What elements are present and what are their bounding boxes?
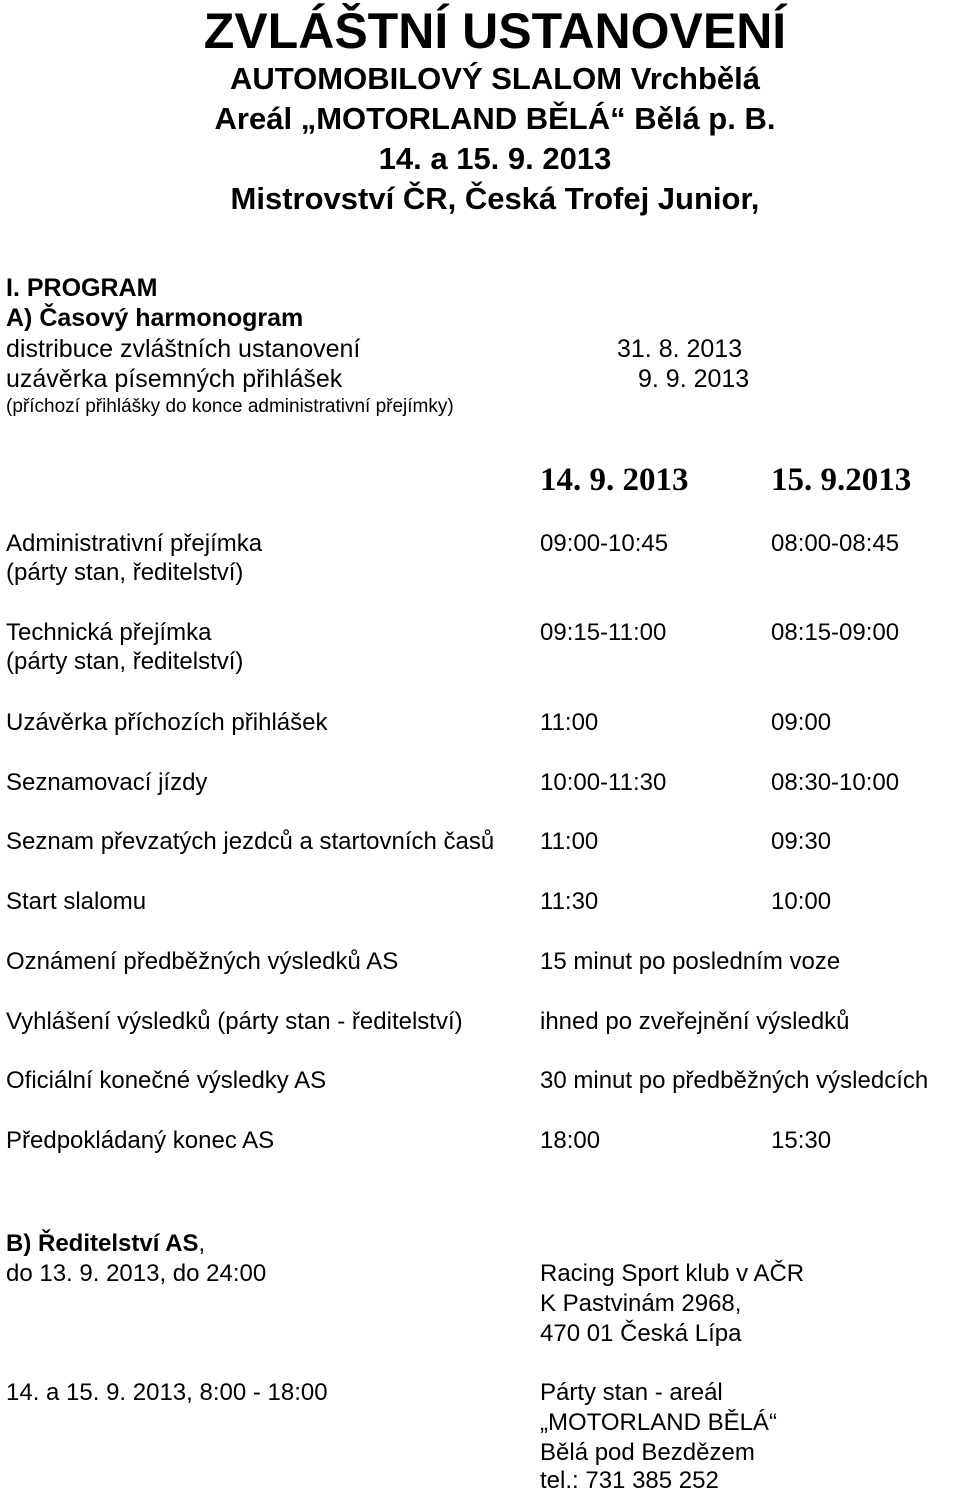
schedule-row-label: Uzávěrka příchozích přihlášek — [6, 709, 328, 736]
schedule-day2-time: 08:00-08:45 — [771, 530, 900, 557]
schedule-day1-time: 11:30 — [540, 888, 599, 915]
office-phone: tel.: 731 385 252 — [540, 1467, 719, 1494]
schedule-day1-time: 11:00 — [540, 709, 599, 736]
deadline-value: 9. 9. 2013 — [638, 365, 750, 393]
deadline-label: uzávěrka písemných přihlášek — [6, 365, 343, 393]
section-heading-program: I. PROGRAM — [6, 274, 158, 302]
schedule-row-label: Seznamovací jízdy — [6, 769, 208, 796]
office-address-line: Bělá pod Bezdězem — [540, 1439, 755, 1466]
schedule-day2-time: 08:15-09:00 — [771, 619, 900, 646]
day-header-2: 15. 9.2013 — [771, 462, 912, 498]
schedule-day1-time: 09:00-10:45 — [540, 530, 669, 557]
schedule-row-label: Oznámení předběžných výsledků AS — [6, 948, 399, 975]
deadline-label: distribuce zvláštních ustanovení — [6, 335, 361, 363]
schedule-row-label: Technická přejímka — [6, 619, 212, 646]
schedule-row-label: Administrativní přejímka — [6, 530, 263, 557]
schedule-row-sublabel: (párty stan, ředitelství) — [6, 559, 244, 586]
schedule-day1-time: 18:00 — [540, 1127, 601, 1154]
office-period: do 13. 9. 2013, do 24:00 — [6, 1260, 267, 1287]
schedule-row-label: Start slalomu — [6, 888, 147, 915]
championship-line: Mistrovství ČR, Česká Trofej Junior, — [230, 181, 760, 216]
schedule-day1-time: 10:00-11:30 — [540, 769, 667, 796]
schedule-row-label: Oficiální konečné výsledky AS — [6, 1067, 327, 1094]
schedule-day2-time: 08:30-10:00 — [771, 769, 900, 796]
schedule-span-time: 15 minut po posledním voze — [540, 948, 841, 975]
schedule-day1-time: 09:15-11:00 — [540, 619, 667, 646]
office-address-line: K Pastvinám 2968, — [540, 1290, 742, 1317]
office-address-line: „MOTORLAND BĚLÁ“ — [540, 1409, 777, 1436]
schedule-row-label: Předpokládaný konec AS — [6, 1127, 275, 1154]
event-venue: Areál „MOTORLAND BĚLÁ“ Bělá p. B. — [214, 101, 776, 136]
deadline-value: 31. 8. 2013 — [617, 335, 743, 363]
schedule-day2-time: 09:30 — [771, 828, 832, 855]
schedule-row-sublabel: (párty stan, ředitelství) — [6, 648, 244, 675]
schedule-day2-time: 10:00 — [771, 888, 832, 915]
office-address-line: 470 01 Česká Lípa — [540, 1320, 742, 1347]
late-entry-note: (příchozí přihlášky do konce administrativní přejímky) — [6, 396, 454, 417]
schedule-row-label: Seznam převzatých jezdců a startovních časů — [6, 828, 495, 855]
office-heading-suffix: , — [198, 1230, 206, 1257]
document-title: ZVLÁŠTNÍ USTANOVENÍ — [203, 3, 787, 59]
schedule-row-label: Vyhlášení výsledků (párty stan - ředitelství) — [6, 1008, 463, 1035]
office-period: 14. a 15. 9. 2013, 8:00 - 18:00 — [6, 1379, 328, 1406]
schedule-span-time: 30 minut po předběžných výsledcích — [540, 1067, 929, 1094]
schedule-day2-time: 15:30 — [771, 1127, 832, 1154]
event-name: AUTOMOBILOVÝ SLALOM Vrchbělá — [230, 61, 760, 96]
schedule-span-time: ihned po zveřejnění výsledků — [540, 1008, 850, 1035]
office-address-line: Párty stan - areál — [540, 1379, 723, 1406]
schedule-day1-time: 11:00 — [540, 828, 599, 855]
schedule-day2-time: 09:00 — [771, 709, 832, 736]
section-heading-office — [6, 1232, 205, 1256]
subsection-heading-timetable: A) Časový harmonogram — [6, 304, 304, 332]
office-heading-text: B) Ředitelství AS — [6, 1230, 199, 1257]
event-dates: 14. a 15. 9. 2013 — [378, 141, 612, 176]
office-address-line: Racing Sport klub v AČR — [540, 1260, 805, 1287]
day-header-1: 14. 9. 2013 — [540, 462, 689, 498]
